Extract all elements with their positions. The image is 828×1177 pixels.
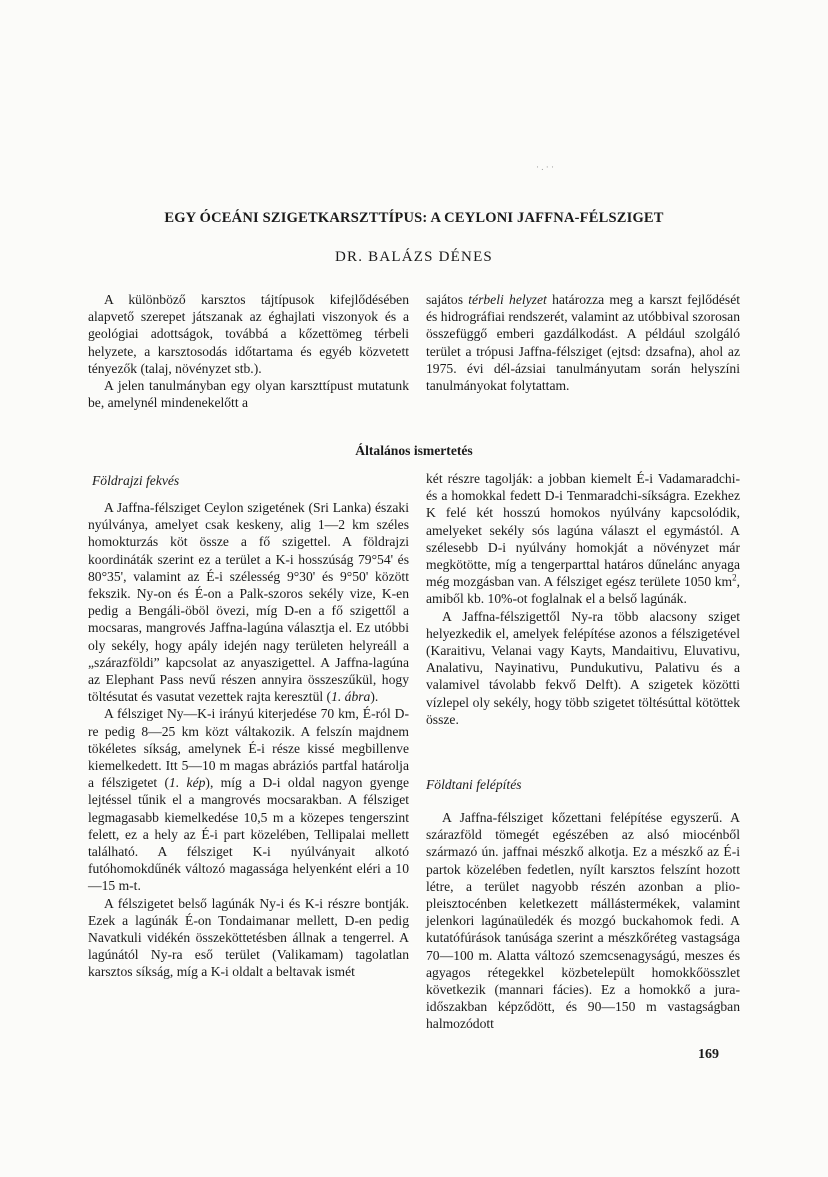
author-name: DR. BALÁZS DÉNES (335, 249, 493, 265)
right-body-column (426, 470, 740, 728)
geology-column (426, 809, 740, 1033)
intro-paragraph-cont: sajátos térbeli helyzet határozza meg a karszt fejlődését és hidrográfiai rendszerét, valamint az utóbbival szorosan összefüggő emberi gazdálkodást. A például szolgáló terület a trópusi Jaffna-félsziget (ejtsd: dzsafna), ahol az 1975. évi dél-ázsiai tanulmányutam során helyszíni tanulmányokat folytattam. (426, 292, 740, 394)
section-heading: Általános ismertetés (355, 443, 473, 458)
body-paragraph: A Jaffna-félsziget Ceylon szigetének (Sri Lanka) északi nyúlványa, amelyet csak keskeny, alig 1—2 km széles homokturzás köt össze a fő szigettel. A földrajzi koordináták szerint ez a terület a K-i hosszúság 79°54' és 80°35', valamint az É-i szélesség 9°30' és 9°50' között fekszik. Ny-on és É-on a Palk-szoros sekély vize, K-en pedig a Bengáli-öböl övezi, míg D-en a fő szigettől a mocsaras, mangrovés Jaffna-lagúna választja el. Ez utóbbi oly sekély, hogy apály idején nagy területen helyreáll a „szárazföldi” kapcsolat az anyaszigettel. A Jaffna-lagúna az Elephant Pass nevű részen annyira összeszűkül, hogy töltésutat és vasutat vezettek rajta keresztül (1. ábra). (88, 500, 409, 705)
body-paragraph-cont: két részre tagolják: a jobban kiemelt É-i Vadamaradchi- és a homokkal fedett D-i Tenmaradchi-síkságra. Ezekhez K felé két hosszú homokos nyúlvány kapcsolódik, amelyeket sekély sós lagúna választ el egymástól. A szélesebb D-i nyúlvány homokját a növényzet már megkötötte, míg a tengerparttal határos dűnelánc anyaga még mozgásban van. A félsziget egész területe 1050 $km^2$, amiből kb. 10%-ot foglalnak el a belső lagúnák. (426, 471, 740, 607)
article-title: EGY ÓCEÁNI SZIGETKARSZTTÍPUS: A CEYLONI JAFFNA-FÉLSZIGET (164, 210, 664, 226)
subheading-geography: Földrajzi fekvés (92, 473, 180, 488)
intro-left-column (88, 291, 409, 411)
body-paragraph: A Jaffna-félszigettől Ny-ra több alacsony sziget helyezkedik el, amelyek felépítése azonos a félszigetével (Karaitivu, Velanai vagy Kayts, Mandaitivu, Eluvativu, Analativu, Nayinativu, Pundukutivu, Palativu és a valamivel távolabb fekvő Delft). A szigetek közötti vízlepel oly sekély, hogy több szigetet töltésúttal kötöttek össze. (426, 608, 740, 727)
page-number: 169 (698, 1047, 719, 1062)
left-body-column (88, 499, 409, 981)
intro-paragraph: A különböző karsztos tájtípusok kifejlődésében alapvető szerepet játszanak az éghajlati viszonyok és a geológiai adottságok, továbbá a kőzettömeg térbeli helyzete, a karsztosodás időtartama és egyéb közvetett tényezők (talaj, növényzet stb.). (88, 292, 409, 376)
body-paragraph: A félsziget Ny—K-i irányú kiterjedése 70 km, É-ról D-re pedig 8—25 km közt váltakozik. A felszín majdnem tökéletes síkság, amelynek É-i része kissé megbillenve kiemelkedett. Itt 5—10 m magas abráziós partfal határolja a félszigetet (1. kép), míg a D-i oldal nagyon gyenge lejtéssel tűnik el a mangrovés mocsarakban. A félsziget legmagasabb kiemelkedése 10,5 m a közepes tengerszint felett, ez a hely az É-i part közelében, Tellipalai mellett található. A félsziget K-i nyúlványait alkotó futóhomokdűnék változó magassága helyenként eléri a 10—15 m-t. (88, 706, 409, 894)
body-paragraph: A félszigetet belső lagúnák Ny-i és K-i részre bontják. Ezek a lagúnák É-on Tondaimanar mellett, D-en pedig Navatkuli vidékén összeköttetésben állnak a tengerrel. A lagúnától Ny-ra eső terület (Valikamam) tagolatlan karsztos síkság, míg a K-i oldalt a beltavak ismét (88, 895, 409, 980)
intro-paragraph: A jelen tanulmányban egy olyan karszttípust mutatunk be, amelynél mindenekelőtt a (88, 378, 409, 411)
subheading-geology: Földtani felépítés (426, 777, 522, 792)
body-paragraph: A Jaffna-félsziget kőzettani felépítése egyszerű. A szárazföld tömegét egészében az alsó miocénből származó ún. jaffnai mészkő alkotja. Ez a mészkő az É-i partok közelében fedetlen, nyílt karsztos felszínt hozott létre, a terület nagyobb részén azonban a plio-pleisztocénben keletkezett mállástermékek, valamint jelenkori lagúnaüledék és mozgó buckahomok fedi. A kutatófúrások tanúsága szerint a mészkőréteg vastagsága 70—100 m. Alatta változó szemcsenagyságú, meszes és agyagos rétegekkel közbetelepült homokkőösszlet következik (mannari fácies). Ez a homokkő a jura-időszakban képződött, és 90—150 m vastagságban halmozódott (426, 810, 740, 1032)
intro-right-column (426, 291, 740, 394)
scan-specks: · . · · (536, 162, 554, 172)
